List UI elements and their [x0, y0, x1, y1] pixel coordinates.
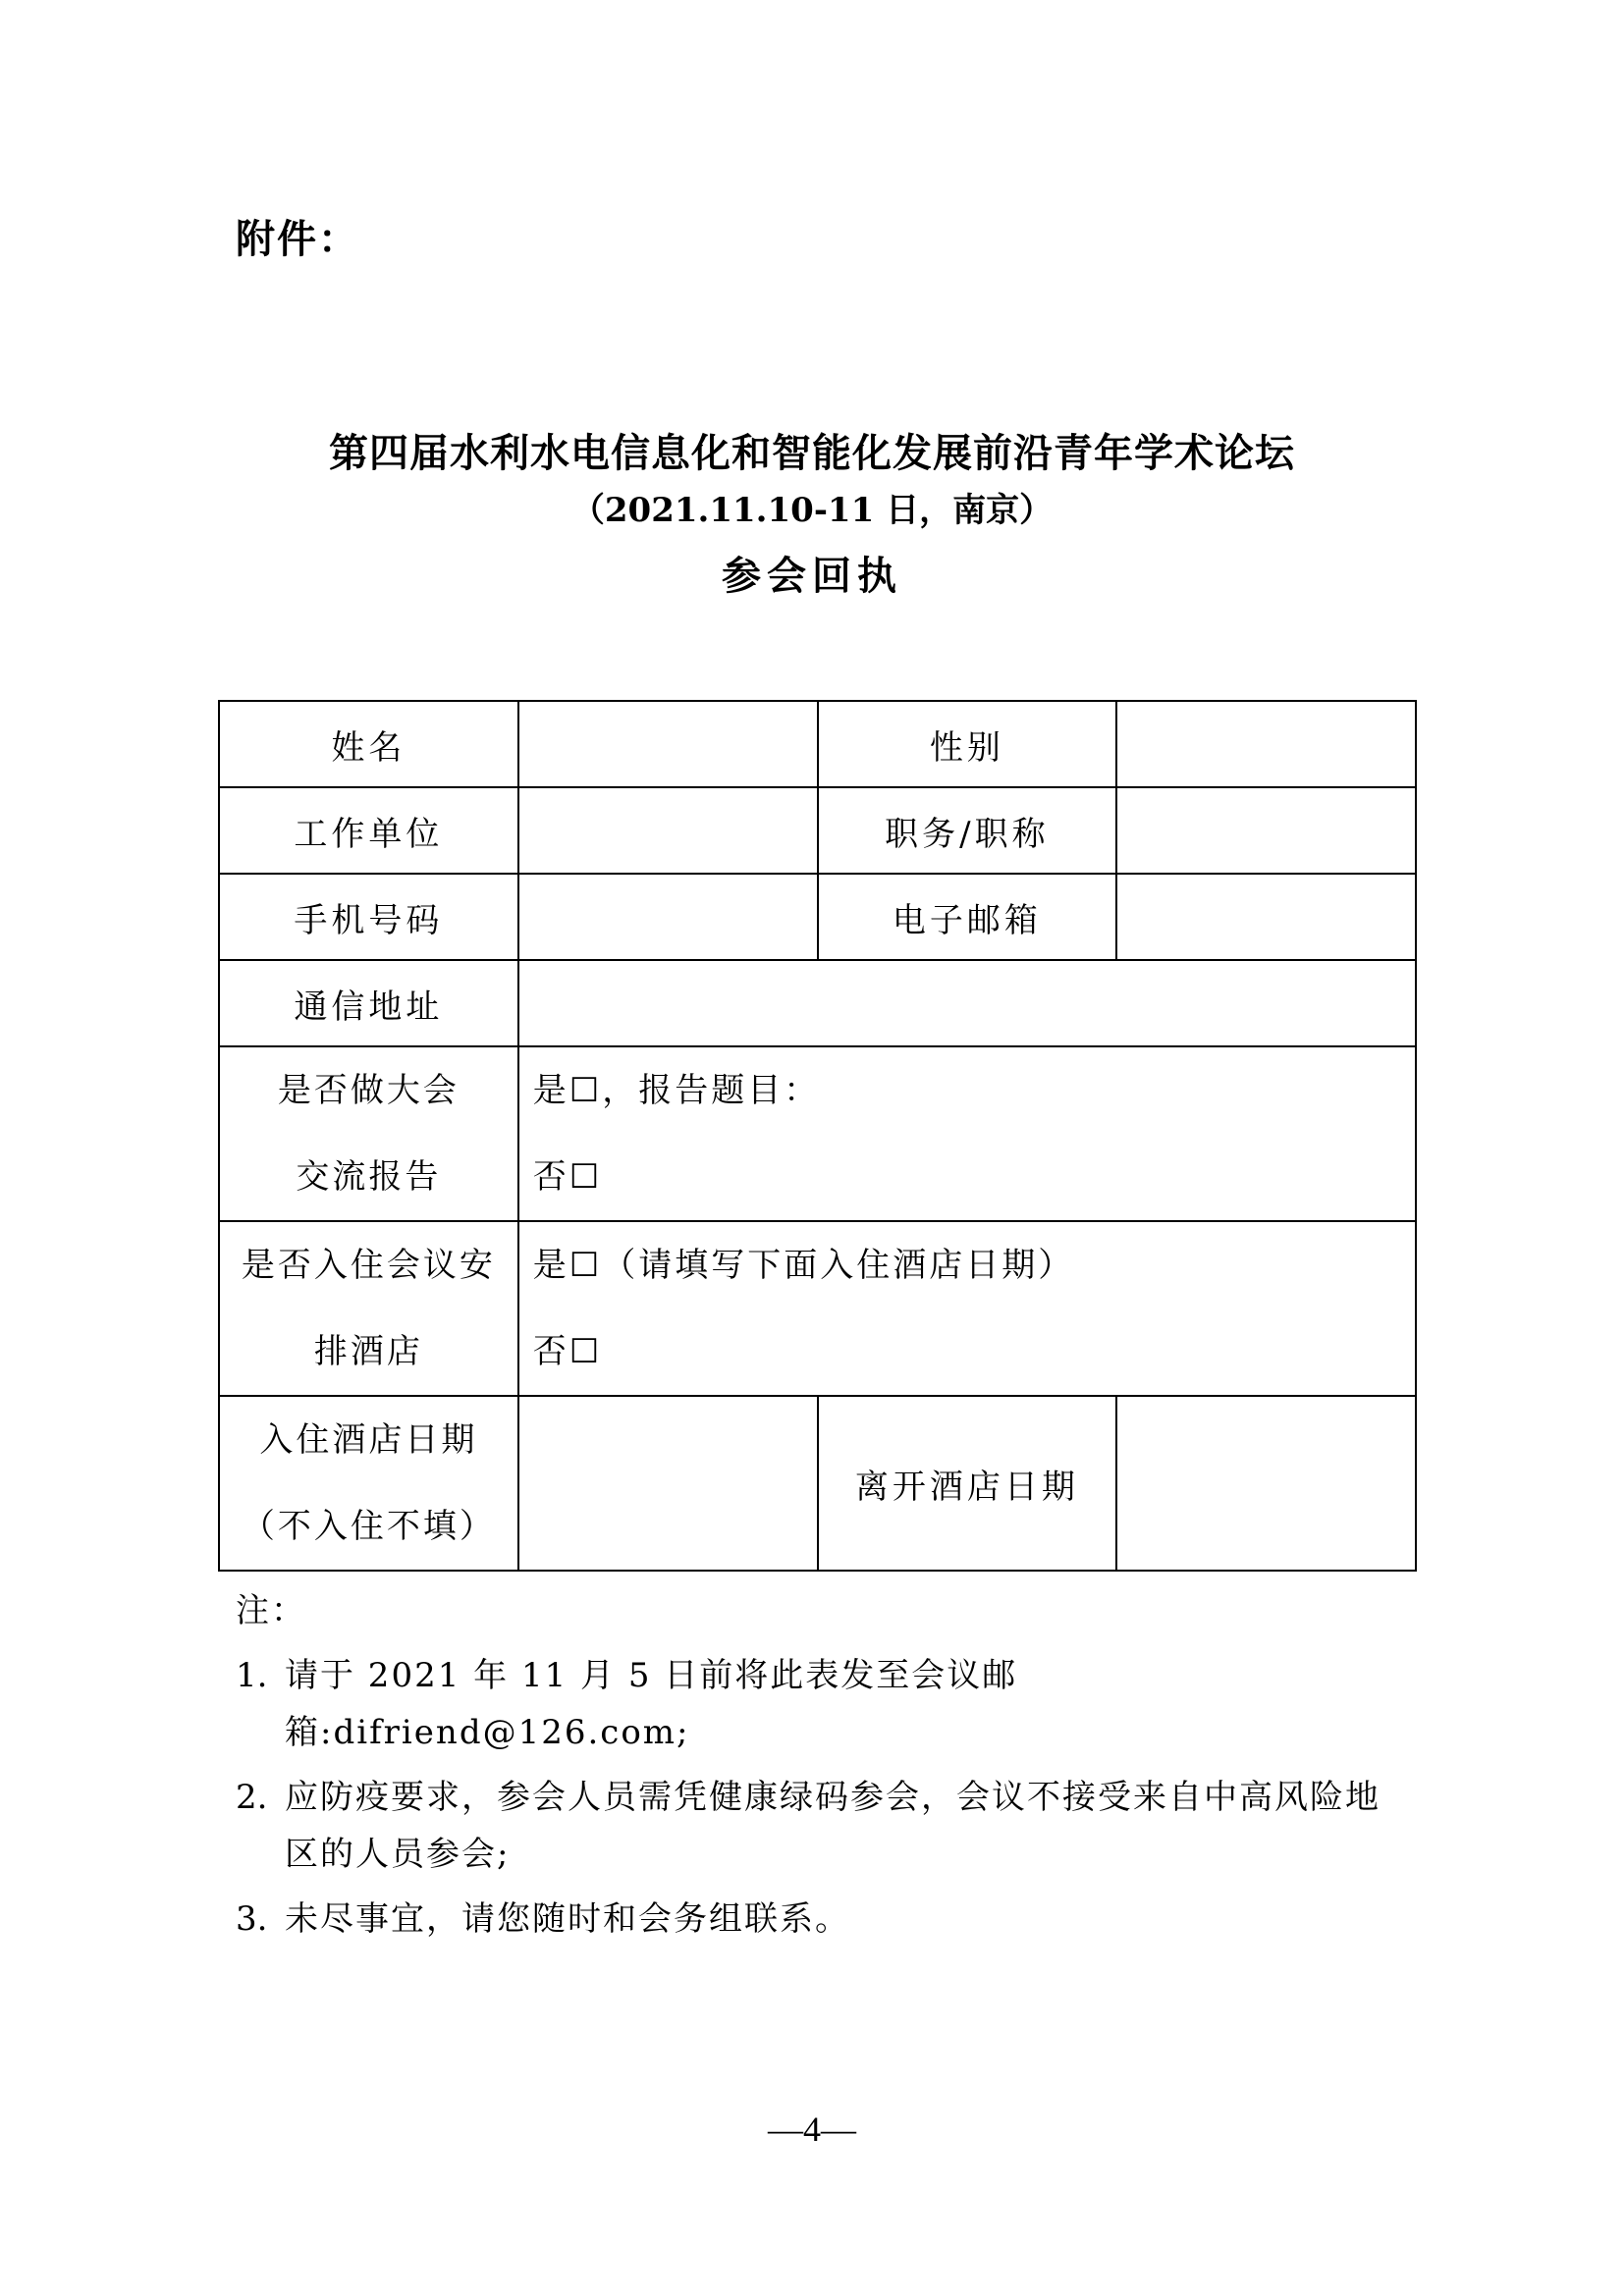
table-row-address [219, 960, 1416, 1046]
note-text: 未尽事宜，请您随时和会务组联系。 [285, 1899, 850, 1939]
phone-field[interactable] [518, 874, 818, 960]
document-title: 第四届水利水电信息化和智能化发展前沿青年学术论坛 [329, 430, 1295, 476]
hotel-yes-option[interactable]: 是☐（请填写下面入住酒店日期） [532, 1246, 1075, 1285]
checkout-date-field[interactable] [1116, 1396, 1416, 1571]
note-number: 1. [236, 1656, 268, 1695]
email-field[interactable] [1116, 874, 1416, 960]
notes-section [236, 1582, 1414, 1955]
table-row-org [219, 787, 1416, 874]
notes-heading: 注： [236, 1591, 306, 1630]
checkin-label-line2: （不入住不填） [241, 1507, 496, 1546]
hotel-label-line2: 排酒店 [313, 1332, 423, 1371]
table-row-hotel [219, 1221, 1416, 1396]
gender-field[interactable] [1116, 701, 1416, 787]
note-text: 请于 2021 年 11 月 5 日前将此表发至会议邮箱:difriend@126.com; [285, 1656, 1018, 1752]
report-options [518, 1046, 1416, 1221]
note-number: 3. [236, 1899, 268, 1939]
email-label: 电子邮箱 [818, 874, 1117, 960]
address-label: 通信地址 [219, 960, 518, 1046]
note-text: 应防疫要求，参会人员需凭健康绿码参会，会议不接受来自中高风险地区的人员参会; [285, 1778, 1380, 1874]
address-field[interactable] [518, 960, 1416, 1046]
note-item [236, 1647, 1414, 1761]
hotel-no-option[interactable]: 否☐ [532, 1332, 603, 1371]
registration-form-table [218, 700, 1417, 1572]
form-heading: 参会回执 [722, 553, 902, 599]
gender-label: 性别 [818, 701, 1117, 787]
phone-label: 手机号码 [219, 874, 518, 960]
report-label [219, 1046, 518, 1221]
report-yes-option[interactable]: 是☐，报告题目： [532, 1071, 821, 1110]
position-field[interactable] [1116, 787, 1416, 874]
checkin-label [219, 1396, 518, 1571]
checkin-label-line1: 入住酒店日期 [259, 1420, 478, 1460]
report-no-option[interactable]: 否☐ [532, 1157, 603, 1197]
hotel-label [219, 1221, 518, 1396]
table-row-report [219, 1046, 1416, 1221]
org-field[interactable] [518, 787, 818, 874]
attachment-label: 附件： [236, 216, 359, 262]
checkin-date-field[interactable] [518, 1396, 818, 1571]
table-row-contact [219, 874, 1416, 960]
document-subtitle: （2021.11.10-11 日，南京） [570, 491, 1054, 530]
position-label: 职务/职称 [818, 787, 1117, 874]
report-label-line2: 交流报告 [296, 1157, 442, 1197]
table-row-dates [219, 1396, 1416, 1571]
note-item [236, 1769, 1414, 1883]
table-row-name [219, 701, 1416, 787]
report-label-line1: 是否做大会 [277, 1071, 460, 1110]
name-field[interactable] [518, 701, 818, 787]
note-item [236, 1891, 1414, 1948]
name-label: 姓名 [219, 701, 518, 787]
page-number: —4— [768, 2109, 856, 2149]
hotel-options [518, 1221, 1416, 1396]
note-number: 2. [236, 1778, 268, 1817]
org-label: 工作单位 [219, 787, 518, 874]
checkout-label: 离开酒店日期 [818, 1396, 1117, 1571]
hotel-label-line1: 是否入住会议安 [241, 1246, 496, 1285]
